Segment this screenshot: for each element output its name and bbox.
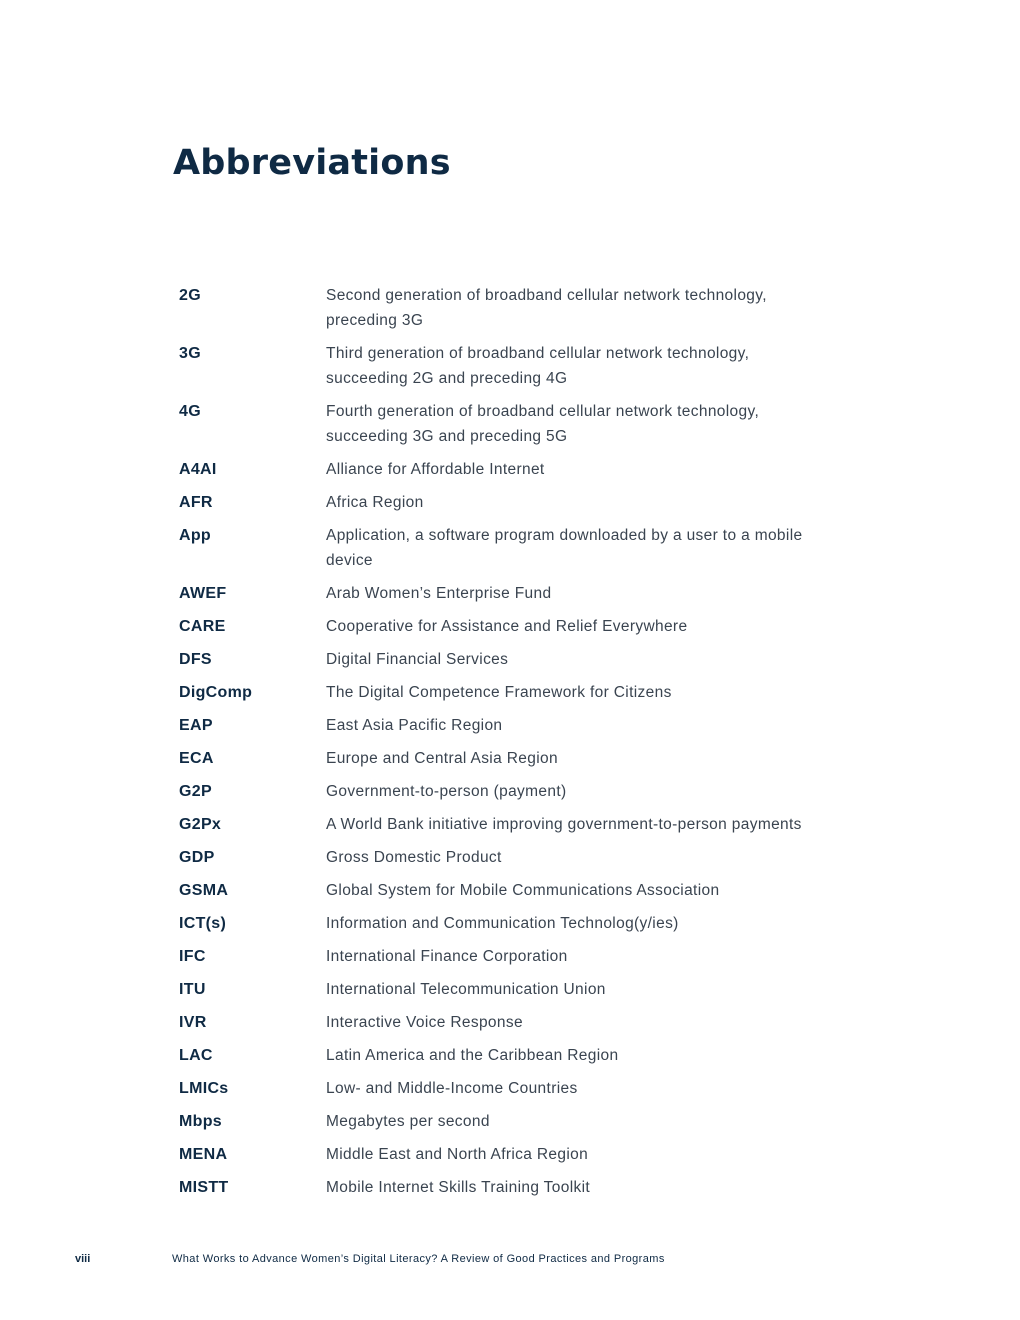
abbreviation-term: IFC [179, 948, 206, 965]
abbreviation-term: LAC [179, 1047, 213, 1064]
abbreviation-definition: Application, a software program downloaded by a user to a mobile device [326, 527, 803, 569]
abbreviation-definition: Latin America and the Caribbean Region [326, 1047, 619, 1064]
abbreviation-definition: International Finance Corporation [326, 948, 568, 965]
abbreviation-term: AFR [179, 494, 213, 511]
abbreviation-row [179, 845, 819, 878]
abbreviation-row [179, 647, 819, 680]
abbreviation-definition: Middle East and North Africa Region [326, 1146, 589, 1163]
abbreviation-row [179, 490, 819, 523]
abbreviation-term: ICT(s) [179, 915, 227, 932]
abbreviation-row [179, 1043, 819, 1076]
abbreviation-row [179, 1109, 819, 1142]
abbreviation-row [179, 1010, 819, 1043]
abbreviation-row [179, 779, 819, 812]
abbreviation-row [179, 283, 819, 341]
abbreviation-definition: Second generation of broadband cellular network technology, preceding 3G [326, 287, 767, 329]
abbreviation-term: G2Px [179, 816, 222, 833]
abbreviation-row [179, 713, 819, 746]
abbreviation-row [179, 1076, 819, 1109]
abbreviation-term: G2P [179, 783, 212, 800]
abbreviation-term: EAP [179, 717, 213, 734]
abbreviation-term: ECA [179, 750, 214, 767]
abbreviation-definition: Alliance for Affordable Internet [326, 461, 545, 478]
abbreviation-definition: A World Bank initiative improving government-to-person payments [326, 816, 802, 833]
abbreviation-term: 4G [179, 403, 201, 420]
abbreviation-row [179, 1175, 819, 1208]
abbreviation-term: App [179, 527, 212, 544]
abbreviation-row [179, 977, 819, 1010]
abbreviation-row [179, 812, 819, 845]
abbreviation-row [179, 746, 819, 779]
abbreviation-definition: Fourth generation of broadband cellular network technology, succeeding 3G and preceding 5G [326, 403, 760, 445]
abbreviation-row [179, 457, 819, 490]
abbreviation-definition: Europe and Central Asia Region [326, 750, 558, 767]
abbreviation-term: AWEF [179, 585, 227, 602]
abbreviation-term: MISTT [179, 1179, 229, 1196]
abbreviation-term: DigComp [179, 684, 253, 701]
abbreviation-definition: International Telecommunication Union [326, 981, 606, 998]
abbreviation-row [179, 614, 819, 647]
abbreviations-list [179, 283, 819, 1208]
abbreviation-definition: Low- and Middle-Income Countries [326, 1080, 578, 1097]
abbreviation-definition: Third generation of broadband cellular network technology, succeeding 2G and preceding 4G [326, 345, 750, 387]
abbreviation-definition: Africa Region [326, 494, 424, 511]
abbreviation-definition: Gross Domestic Product [326, 849, 502, 866]
abbreviation-term: GDP [179, 849, 215, 866]
abbreviation-definition: Information and Communication Technolog(y/ies) [326, 915, 679, 932]
abbreviation-definition: Cooperative for Assistance and Relief Everywhere [326, 618, 688, 635]
abbreviation-definition: Megabytes per second [326, 1113, 490, 1130]
abbreviation-definition: Global System for Mobile Communications Association [326, 882, 720, 899]
footer-page-number: viii [75, 1253, 91, 1265]
abbreviation-row [179, 878, 819, 911]
abbreviation-definition: Government-to-person (payment) [326, 783, 567, 800]
abbreviation-row [179, 581, 819, 614]
abbreviation-row [179, 911, 819, 944]
abbreviation-definition: Arab Women’s Enterprise Fund [326, 585, 552, 602]
abbreviation-row [179, 1142, 819, 1175]
abbreviation-row [179, 399, 819, 457]
footer-document-title: What Works to Advance Women’s Digital Literacy? A Review of Good Practices and Programs [172, 1253, 665, 1265]
abbreviation-definition: The Digital Competence Framework for Citizens [326, 684, 672, 701]
abbreviation-definition: Mobile Internet Skills Training Toolkit [326, 1179, 591, 1196]
abbreviation-term: A4AI [179, 461, 217, 478]
abbreviation-term: LMICs [179, 1080, 229, 1097]
page-title: Abbreviations [173, 143, 451, 183]
abbreviation-row [179, 944, 819, 977]
abbreviation-term: ITU [179, 981, 206, 998]
abbreviation-term: IVR [179, 1014, 207, 1031]
abbreviation-term: 2G [179, 287, 201, 304]
abbreviation-row [179, 680, 819, 713]
abbreviation-term: Mbps [179, 1113, 222, 1130]
abbreviation-term: 3G [179, 345, 201, 362]
abbreviation-term: CARE [179, 618, 226, 635]
abbreviation-definition: Interactive Voice Response [326, 1014, 523, 1031]
abbreviation-definition: Digital Financial Services [326, 651, 509, 668]
abbreviation-row [179, 523, 819, 581]
abbreviation-row [179, 341, 819, 399]
abbreviation-term: DFS [179, 651, 212, 668]
abbreviation-definition: East Asia Pacific Region [326, 717, 503, 734]
abbreviation-term: GSMA [179, 882, 229, 899]
abbreviation-term: MENA [179, 1146, 228, 1163]
